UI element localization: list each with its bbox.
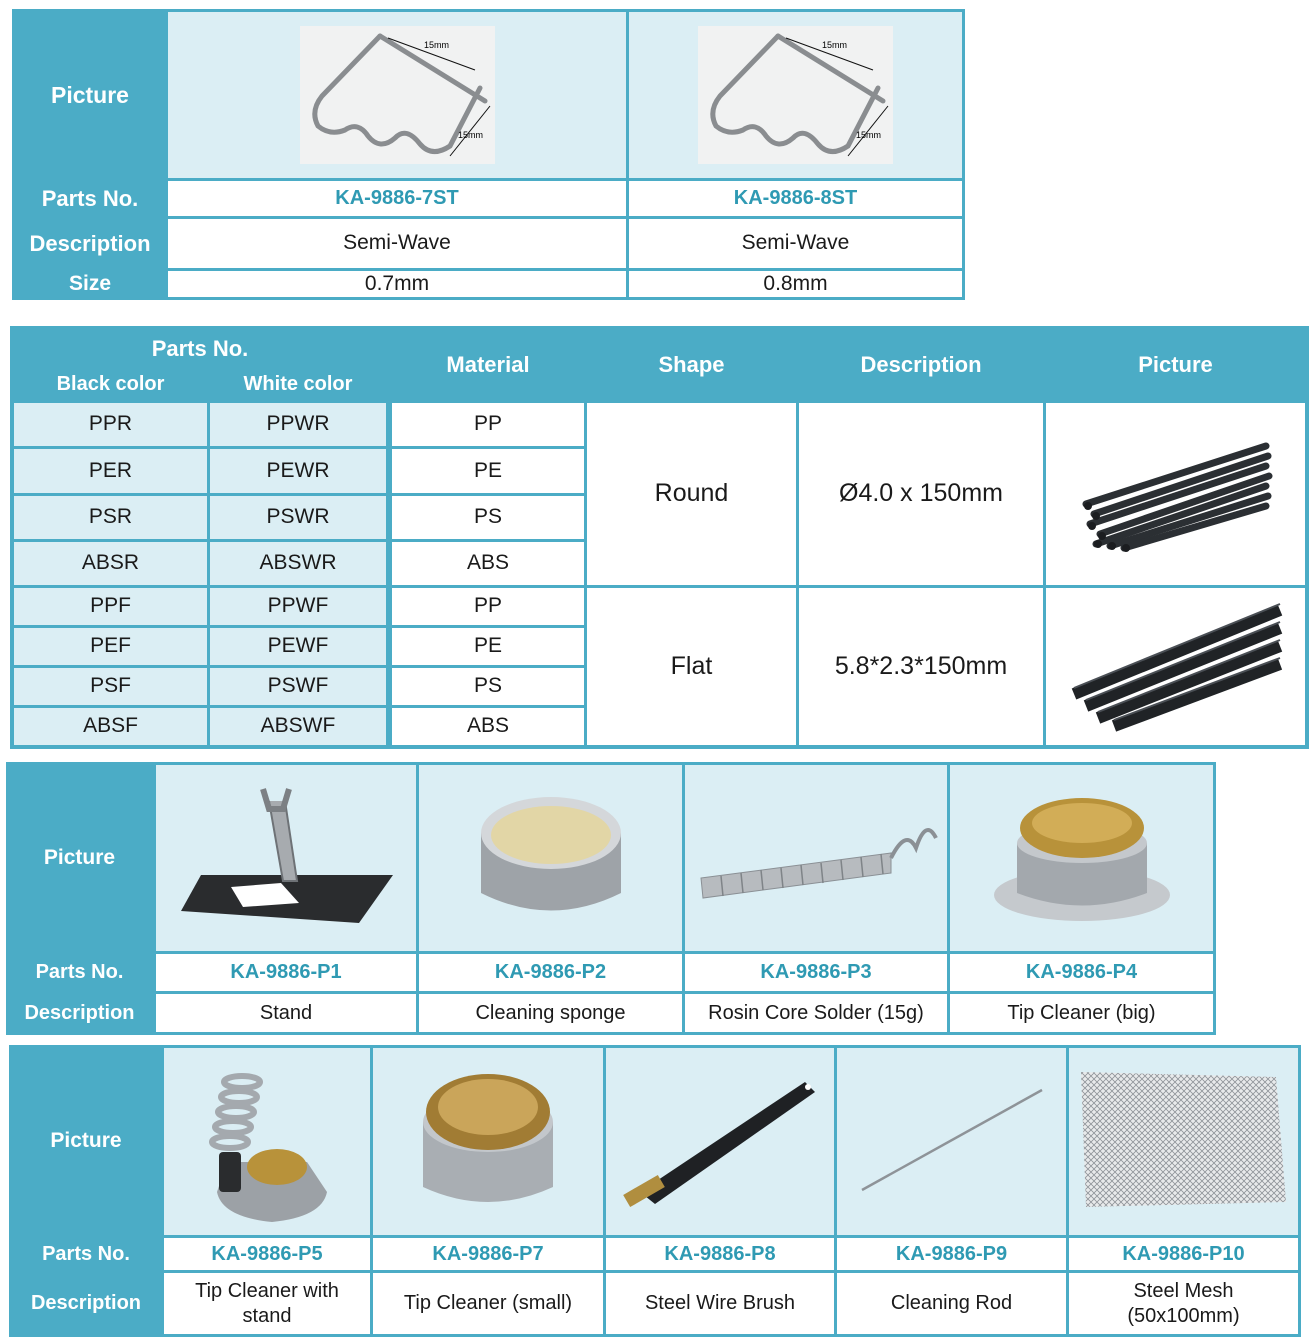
material-value: PE xyxy=(392,449,584,493)
white-part-no: ABSWR xyxy=(210,542,386,585)
steel-wire-brush-image xyxy=(620,1072,820,1212)
steel-mesh-image xyxy=(1076,1067,1291,1217)
description-value: Rosin Core Solder (15g) xyxy=(685,994,947,1032)
semi-wave-staple-image xyxy=(300,26,495,164)
flat-description: 5.8*2.3*150mm xyxy=(799,588,1043,745)
description-header: Description xyxy=(30,1292,142,1314)
cleaning-rod-image xyxy=(847,1082,1057,1202)
white-part-no: PSWR xyxy=(210,496,386,539)
round-rods-picture xyxy=(1046,403,1305,585)
tip-cleaner-stand-picture xyxy=(164,1048,370,1235)
cleaning-rod-picture xyxy=(837,1048,1066,1235)
picture-header: Picture xyxy=(1138,352,1213,378)
white-part-no: PSWF xyxy=(210,668,386,705)
black-part-no: PSR xyxy=(14,496,207,539)
staple-picture-cell xyxy=(168,12,626,178)
size-value: 0.7mm xyxy=(168,271,626,297)
tip-cleaner-big-picture xyxy=(950,765,1213,951)
dim-b-label: 15mm xyxy=(457,130,483,140)
white-part-no: ABSWF xyxy=(210,708,386,745)
dim-a-label: 15mm xyxy=(822,40,848,50)
solder-picture xyxy=(685,765,947,951)
solder-coil-image xyxy=(691,808,941,908)
description-header: Description xyxy=(29,230,151,256)
black-part-no: ABSF xyxy=(14,708,207,745)
parts-no-header: Parts No. xyxy=(41,185,139,211)
cleaning-sponge-image xyxy=(471,788,631,928)
round-rods-image xyxy=(1076,434,1276,554)
part-number: KA-9886-P9 xyxy=(837,1238,1066,1270)
description-header: Description xyxy=(860,352,982,378)
picture-header: Picture xyxy=(43,845,116,869)
semi-wave-staple-image xyxy=(698,26,893,164)
part-number: KA-9886-8ST xyxy=(629,181,962,216)
part-number: KA-9886-P1 xyxy=(156,954,416,991)
picture-header: Picture xyxy=(50,1129,122,1153)
material-value: PP xyxy=(392,588,584,625)
description-value: Cleaning Rod xyxy=(837,1273,1066,1334)
description-value: Stand xyxy=(156,994,416,1032)
parts-no-group-header: Parts No. xyxy=(151,336,249,362)
black-part-no: ABSR xyxy=(14,542,207,585)
dim-a-label: 15mm xyxy=(423,40,449,50)
flat-shape: Flat xyxy=(587,588,796,745)
staple-picture-cell xyxy=(629,12,962,178)
description-value: Semi-Wave xyxy=(168,219,626,268)
steel-mesh-picture xyxy=(1069,1048,1298,1235)
size-header: Size xyxy=(68,271,112,295)
tip-cleaner-big-image xyxy=(987,783,1177,933)
black-color-header: Black color xyxy=(56,372,165,395)
material-value: PP xyxy=(392,403,584,446)
parts-no-header: Parts No. xyxy=(35,961,124,983)
black-part-no: PPR xyxy=(14,403,207,446)
tip-cleaner-small-image xyxy=(413,1067,563,1217)
black-part-no: PSF xyxy=(14,668,207,705)
dim-b-label: 15mm xyxy=(856,130,882,140)
parts-no-header: Parts No. xyxy=(42,1242,130,1265)
description-value: Cleaning sponge xyxy=(419,994,682,1032)
material-header: Material xyxy=(446,352,530,378)
material-value: PS xyxy=(392,668,584,705)
material-value: PS xyxy=(392,496,584,539)
stand-image xyxy=(171,783,401,933)
part-number: KA-9886-7ST xyxy=(168,181,626,216)
black-part-no: PEF xyxy=(14,628,207,665)
size-value: 0.8mm xyxy=(629,271,962,297)
tip-cleaner-small-picture xyxy=(373,1048,603,1235)
description-value: Tip Cleaner (big) xyxy=(950,994,1213,1032)
white-part-no: PEWF xyxy=(210,628,386,665)
black-part-no: PPF xyxy=(14,588,207,625)
tip-cleaner-stand-image xyxy=(197,1052,337,1232)
flat-rods-image xyxy=(1068,602,1283,732)
white-color-header: White color xyxy=(243,372,353,395)
material-value: ABS xyxy=(392,542,584,585)
description-value: Tip Cleaner (small) xyxy=(373,1273,603,1334)
white-part-no: PEWR xyxy=(210,449,386,493)
part-number: KA-9886-P2 xyxy=(419,954,682,991)
stand-picture xyxy=(156,765,416,951)
material-value: PE xyxy=(392,628,584,665)
part-number: KA-9886-P4 xyxy=(950,954,1213,991)
part-number: KA-9886-P5 xyxy=(164,1238,370,1270)
part-number: KA-9886-P8 xyxy=(606,1238,834,1270)
description-value: Tip Cleaner with stand xyxy=(164,1273,370,1334)
round-shape: Round xyxy=(587,403,796,585)
description-value: Semi-Wave xyxy=(629,219,962,268)
description-header: Description xyxy=(24,1001,135,1024)
part-number: KA-9886-P10 xyxy=(1069,1238,1298,1270)
cleaning-sponge-picture xyxy=(419,765,682,951)
picture-header: Picture xyxy=(51,81,129,108)
description-value: Steel Wire Brush xyxy=(606,1273,834,1334)
flat-rods-picture xyxy=(1046,588,1305,745)
steel-wire-brush-picture xyxy=(606,1048,834,1235)
white-part-no: PPWR xyxy=(210,403,386,446)
part-number: KA-9886-P7 xyxy=(373,1238,603,1270)
part-number: KA-9886-P3 xyxy=(685,954,947,991)
shape-header: Shape xyxy=(658,352,725,378)
black-part-no: PER xyxy=(14,449,207,493)
round-description: Ø4.0 x 150mm xyxy=(799,403,1043,585)
description-value: Steel Mesh (50x100mm) xyxy=(1069,1273,1298,1334)
white-part-no: PPWF xyxy=(210,588,386,625)
material-value: ABS xyxy=(392,708,584,745)
